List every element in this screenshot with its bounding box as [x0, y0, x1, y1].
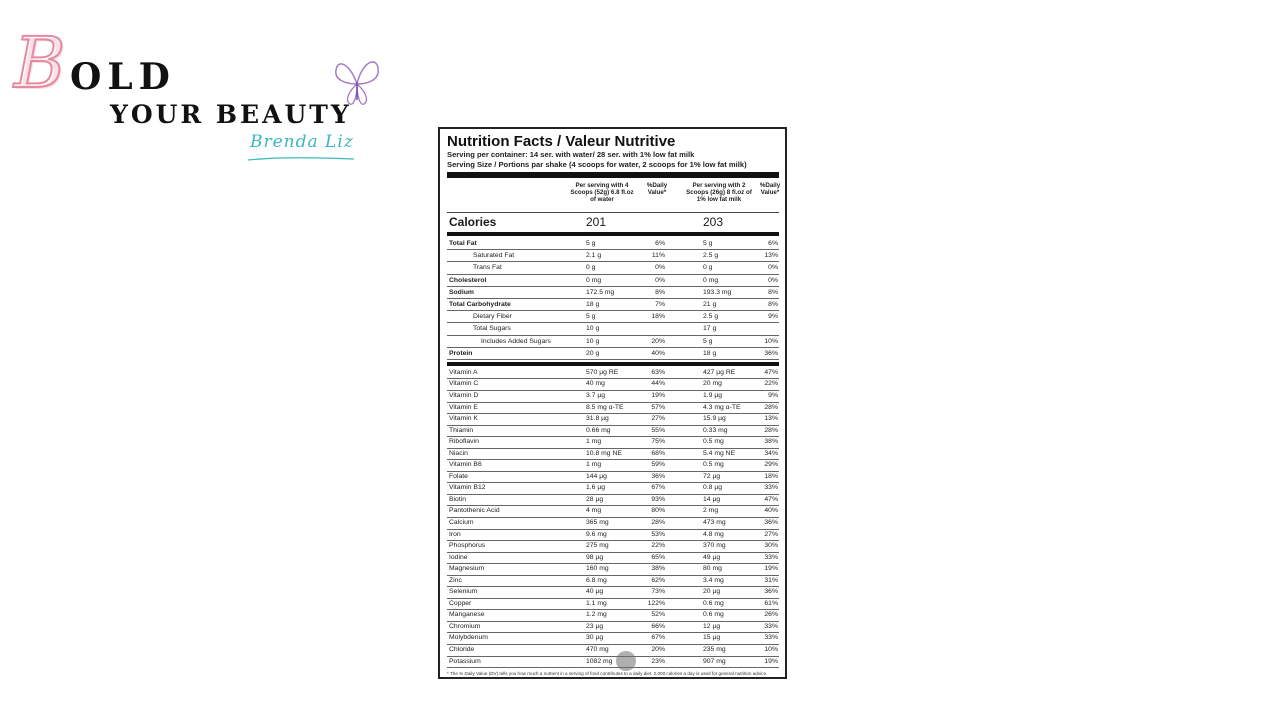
cursor-dot [616, 651, 636, 671]
amount-water: 10 g [586, 337, 600, 345]
logo-signature: Brenda Liz [250, 132, 354, 152]
dv-water: 18% [651, 313, 665, 321]
divider-medium [447, 362, 779, 366]
amount-water: 0 mg [586, 276, 602, 284]
amount-water: 0.66 mg [586, 426, 611, 434]
amount-milk: 0.5 mg [703, 461, 724, 469]
nutrient-name: Vitamin D [449, 391, 479, 399]
nutrient-name: Molybdenum [449, 634, 488, 642]
amount-water: 1 mg [586, 461, 602, 469]
signature-underline [246, 154, 356, 164]
dv-milk: 36% [764, 588, 778, 596]
dv-water: 68% [651, 449, 665, 457]
dv-water: 63% [651, 368, 665, 376]
amount-milk: 49 µg [703, 553, 721, 561]
nutrient-name: Chromium [449, 622, 481, 630]
dv-water: 19% [651, 391, 665, 399]
amount-water: 570 µg RE [586, 368, 619, 376]
header-milk-serving: Per serving with 2 Scoops (26g) 8 fl.oz of 1% low fat milk [686, 182, 752, 203]
nutrient-name: Vitamin K [449, 415, 478, 423]
dv-milk: 9% [768, 313, 778, 321]
macronutrient-row [447, 336, 779, 348]
amount-milk: 21 g [703, 300, 717, 308]
dv-milk: 47% [764, 368, 778, 376]
amount-milk: 1.9 µg [703, 391, 723, 399]
macronutrient-row [447, 275, 779, 287]
divider-medium [447, 232, 779, 236]
amount-milk: 235 mg [703, 646, 726, 653]
amount-water: 1.6 µg [586, 484, 606, 492]
amount-milk: 0.6 mg [703, 611, 724, 619]
header-water-dv: %Daily Value* [646, 182, 668, 196]
nutrient-name: Vitamin A [449, 368, 478, 376]
amount-milk: 15.9 µg [703, 415, 726, 423]
dv-milk: 0% [768, 264, 778, 272]
dv-water: 122% [647, 599, 665, 607]
micronutrient-row [447, 599, 779, 611]
nutrient-name: Calcium [449, 518, 474, 526]
micronutrient-row [447, 541, 779, 553]
amount-water: 98 µg [586, 553, 604, 561]
dv-water: 6% [655, 240, 665, 247]
amount-milk: 14 µg [703, 495, 721, 503]
calories-row [447, 213, 779, 230]
nutrient-name: Pantothenic Acid [449, 507, 500, 515]
micronutrient-row [447, 483, 779, 495]
amount-water: 2.1 g [586, 252, 602, 260]
dv-water: 22% [651, 542, 665, 550]
dv-milk: 19% [764, 565, 778, 573]
amount-milk: 17 g [703, 325, 717, 333]
amount-milk: 2.5 g [703, 313, 719, 321]
macronutrient-row [447, 348, 779, 360]
amount-water: 144 µg [586, 472, 607, 480]
dv-milk: 26% [764, 611, 778, 619]
macronutrient-row [447, 238, 779, 250]
dv-water: 11% [651, 252, 665, 260]
amount-water: 275 mg [586, 542, 609, 550]
serving-size: Serving Size / Portions par shake (4 scoops for water, 2 scoops for 1% low fat milk) [447, 159, 747, 169]
amount-milk: 907 mg [703, 657, 726, 665]
dv-milk: 40% [764, 507, 778, 515]
dv-milk: 10% [764, 337, 778, 345]
amount-milk: 370 mg [703, 542, 726, 550]
dv-milk: 10% [764, 646, 778, 653]
logo-word-bold: OLD [70, 56, 176, 98]
macronutrient-row [447, 311, 779, 323]
amount-milk: 15 µg [703, 634, 721, 642]
dv-milk: 28% [764, 426, 778, 434]
nutrient-name: Chloride [449, 646, 475, 653]
amount-milk: 2.5 g [703, 252, 719, 260]
dv-water: 93% [651, 495, 665, 503]
amount-milk: 5.4 mg NE [703, 449, 736, 457]
amount-water: 9.6 mg [586, 530, 607, 538]
dv-water: 73% [651, 588, 665, 596]
dv-milk: 9% [768, 391, 778, 399]
calories-milk: 203 [703, 215, 724, 229]
micronutrient-row [447, 437, 779, 449]
dv-water: 8% [655, 288, 665, 296]
amount-milk: 5 g [703, 337, 713, 345]
nutrient-name: Selenium [449, 588, 478, 596]
macronutrient-list [447, 238, 779, 360]
dv-water: 67% [651, 634, 665, 642]
dv-water: 67% [651, 484, 665, 492]
dv-water: 62% [651, 576, 665, 584]
servings-per-container: Serving per container: 14 ser. with water/ 28 ser. with 1% low fat milk [447, 150, 695, 159]
micronutrient-row [447, 657, 779, 669]
dv-water: 7% [655, 300, 665, 308]
amount-water: 3.7 µg [586, 391, 606, 399]
nutrient-name: Phosphorus [449, 542, 486, 550]
nutrient-name: Vitamin C [449, 380, 479, 388]
nutrient-name: Zinc [449, 576, 462, 584]
column-headers [447, 180, 779, 212]
dv-milk: 47% [764, 495, 778, 503]
amount-water: 31.8 µg [586, 415, 609, 423]
butterfly-icon [332, 54, 382, 110]
micronutrient-row [447, 564, 779, 576]
dv-water: 52% [651, 611, 665, 619]
micronutrient-row [447, 495, 779, 507]
micronutrient-row [447, 622, 779, 634]
micronutrient-row [447, 518, 779, 530]
micronutrient-row [447, 426, 779, 438]
nutrition-facts-label [438, 127, 787, 679]
amount-water: 1 mg [586, 438, 602, 446]
amount-milk: 80 mg [703, 565, 722, 573]
dv-milk: 0% [768, 276, 778, 284]
amount-water: 40 µg [586, 588, 604, 596]
dv-milk: 13% [764, 415, 778, 423]
dv-water: 27% [651, 415, 665, 423]
amount-milk: 193.3 mg [703, 288, 732, 296]
micronutrient-row [447, 379, 779, 391]
macronutrient-row [447, 262, 779, 274]
nutrient-name: Niacin [449, 449, 468, 457]
amount-milk: 427 µg RE [703, 368, 736, 376]
nutrient-name: Biotin [449, 495, 467, 503]
nutrient-name: Manganese [449, 611, 485, 619]
dv-water: 55% [651, 426, 665, 434]
logo-letter: B [14, 22, 66, 104]
micronutrient-row [447, 553, 779, 565]
micronutrient-row [447, 414, 779, 426]
micronutrient-row [447, 576, 779, 588]
amount-water: 1.2 mg [586, 611, 607, 619]
amount-water: 1082 mg [586, 657, 613, 665]
micronutrient-row [447, 472, 779, 484]
dv-milk: 8% [768, 300, 778, 308]
nutrient-name: Protein [449, 349, 473, 357]
nutrient-name: Vitamin B6 [449, 461, 482, 469]
amount-water: 10.8 mg NE [586, 449, 622, 457]
dv-water: 59% [651, 461, 665, 469]
dv-water: 28% [651, 518, 665, 526]
micronutrient-list [447, 368, 779, 668]
amount-milk: 72 µg [703, 472, 721, 480]
dv-milk: 33% [764, 484, 778, 492]
nutrient-name: Potassium [449, 657, 481, 665]
nutrient-name: Vitamin E [449, 403, 478, 411]
dv-milk: 19% [764, 657, 778, 665]
micronutrient-row [447, 449, 779, 461]
dv-water: 44% [651, 380, 665, 388]
amount-milk: 0.8 µg [703, 484, 723, 492]
header-milk-dv: %Daily Value* [759, 182, 781, 196]
dv-milk: 38% [764, 438, 778, 446]
micronutrient-row [447, 610, 779, 622]
amount-milk: 2 mg [703, 507, 719, 515]
amount-milk: 3.4 mg [703, 576, 724, 584]
amount-water: 0 g [586, 264, 596, 272]
amount-milk: 12 µg [703, 622, 721, 630]
amount-milk: 5 g [703, 240, 713, 247]
amount-milk: 0 g [703, 264, 713, 272]
dv-water: 53% [651, 530, 665, 538]
dv-milk: 61% [764, 599, 778, 607]
amount-milk: 20 mg [703, 380, 722, 388]
nutrient-name: Thiamin [449, 426, 474, 434]
amount-water: 28 µg [586, 495, 604, 503]
nutrient-name: Folate [449, 472, 468, 480]
amount-water: 5 g [586, 240, 596, 247]
dv-water: 36% [651, 472, 665, 480]
dv-milk: 31% [764, 576, 778, 584]
nutrient-name: Saturated Fat [473, 252, 515, 260]
micronutrient-row [447, 403, 779, 415]
micronutrient-row [447, 645, 779, 657]
amount-milk: 0 mg [703, 276, 719, 284]
nutrient-name: Total Fat [449, 240, 477, 247]
nutrient-name: Iron [449, 530, 461, 538]
nutrient-name: Vitamin B12 [449, 484, 486, 492]
amount-water: 40 mg [586, 380, 605, 388]
amount-water: 23 µg [586, 622, 604, 630]
header-water-serving: Per serving with 4 Scoops (52g) 6.8 fl.oz of water [570, 182, 634, 203]
dv-water: 20% [651, 646, 665, 653]
dv-milk: 33% [764, 622, 778, 630]
nutrient-name: Total Carbohydrate [449, 300, 511, 308]
dv-milk: 33% [764, 553, 778, 561]
amount-water: 6.8 mg [586, 576, 607, 584]
amount-milk: 473 mg [703, 518, 726, 526]
nutrient-name: Copper [449, 599, 472, 607]
amount-milk: 20 µg [703, 588, 721, 596]
dv-milk: 34% [764, 449, 778, 457]
dv-milk: 33% [764, 634, 778, 642]
dv-water: 66% [651, 622, 665, 630]
divider-thick [447, 172, 779, 178]
label-title: Nutrition Facts / Valeur Nutritive [447, 133, 676, 150]
dv-water: 23% [651, 657, 665, 665]
nutrient-name: Dietary Fiber [473, 313, 512, 321]
amount-milk: 0.5 mg [703, 438, 724, 446]
amount-water: 8.5 mg α-TE [586, 403, 624, 411]
nutrient-name: Cholesterol [449, 276, 487, 284]
micronutrient-row [447, 530, 779, 542]
nutrient-name: Iodine [449, 553, 468, 561]
macronutrient-row [447, 287, 779, 299]
nutrient-name: Trans Fat [473, 264, 502, 272]
dv-milk: 30% [764, 542, 778, 550]
dv-milk: 27% [764, 530, 778, 538]
amount-water: 160 mg [586, 565, 609, 573]
amount-water: 20 g [586, 349, 600, 357]
logo-word-beauty: YOUR BEAUTY [110, 100, 352, 129]
nutrient-name: Includes Added Sugars [481, 337, 551, 345]
dv-water: 57% [651, 403, 665, 411]
nutrient-name: Magnesium [449, 565, 485, 573]
dv-water: 80% [651, 507, 665, 515]
nutrient-name: Total Sugars [473, 325, 511, 333]
dv-milk: 18% [764, 472, 778, 480]
micronutrient-row [447, 368, 779, 380]
amount-water: 470 mg [586, 646, 609, 653]
macronutrient-row [447, 299, 779, 311]
dv-milk: 36% [764, 349, 778, 357]
dv-milk: 6% [768, 240, 778, 247]
dv-milk: 13% [764, 252, 778, 260]
dv-milk: 28% [764, 403, 778, 411]
micronutrient-row [447, 587, 779, 599]
footnote: * The % Daily Value (DV) tells you how much a nutrient in a serving of food contributes to a daily diet. 2,000 calories a day is used for general nutrition advice. [447, 671, 768, 677]
amount-milk: 18 g [703, 349, 717, 357]
dv-water: 65% [651, 553, 665, 561]
micronutrient-row [447, 506, 779, 518]
dv-water: 0% [655, 276, 665, 284]
macronutrient-row [447, 250, 779, 262]
amount-water: 365 mg [586, 518, 609, 526]
amount-milk: 0.33 mg [703, 426, 728, 434]
dv-milk: 36% [764, 518, 778, 526]
micronutrient-row [447, 460, 779, 472]
nutrient-name: Riboflavin [449, 438, 479, 446]
micronutrient-row [447, 633, 779, 645]
dv-milk: 29% [764, 461, 778, 469]
calories-water: 201 [586, 215, 607, 229]
amount-water: 1.1 mg [586, 599, 607, 607]
dv-water: 40% [651, 349, 665, 357]
amount-milk: 4.3 mg α-TE [703, 403, 741, 411]
amount-water: 5 g [586, 313, 596, 321]
dv-water: 0% [655, 264, 665, 272]
macronutrient-row [447, 323, 779, 335]
amount-milk: 0.6 mg [703, 599, 724, 607]
amount-milk: 4.8 mg [703, 530, 724, 538]
amount-water: 10 g [586, 325, 600, 333]
calories-label: Calories [449, 215, 497, 229]
amount-water: 18 g [586, 300, 600, 308]
dv-water: 20% [651, 337, 665, 345]
amount-water: 30 µg [586, 634, 604, 642]
dv-milk: 22% [764, 380, 778, 388]
brand-logo [14, 22, 394, 168]
micronutrient-row [447, 391, 779, 403]
amount-water: 172.5 mg [586, 288, 615, 296]
amount-water: 4 mg [586, 507, 602, 515]
nutrient-name: Sodium [449, 288, 474, 296]
dv-water: 38% [651, 565, 665, 573]
dv-water: 75% [651, 438, 665, 446]
dv-milk: 8% [768, 288, 778, 296]
